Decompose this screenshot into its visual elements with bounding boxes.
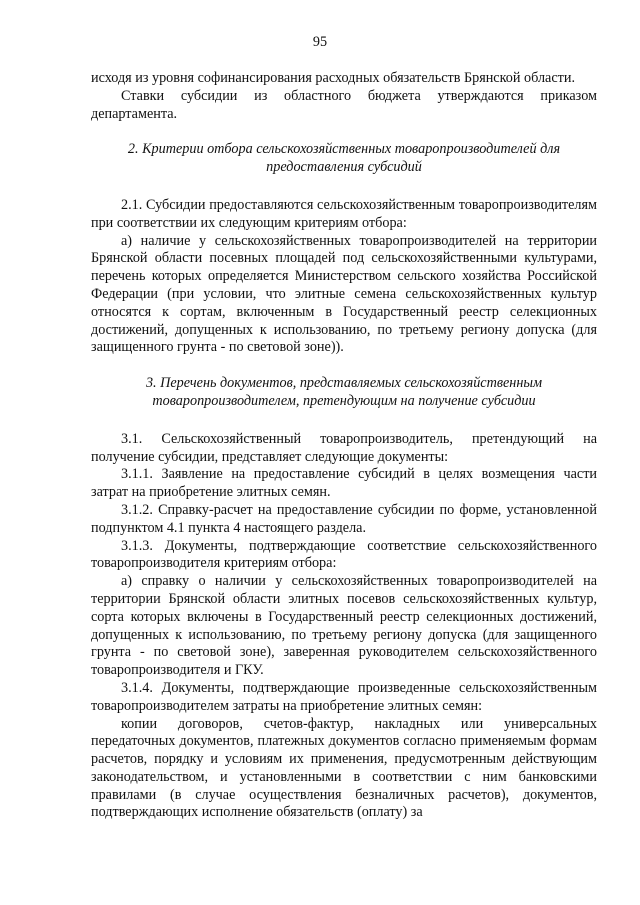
clause-3-1: 3.1. Сельскохозяйственный товаропроизводитель, претендующий на получение субсидии, представляет следующие документы: — [91, 430, 597, 465]
paragraph-subsidy-rates: Ставки субсидии из областного бюджета утверждаются приказом департамента. — [91, 87, 597, 122]
clause-3-1-3: 3.1.3. Документы, подтверждающие соответствие сельскохозяйственного товаропроизводителя критериям отбора: — [91, 537, 597, 572]
clause-3-1-3-a: а) справку о наличии у сельскохозяйственных товаропроизводителей на территории Брянской области элитных посевов сельскохозяйственных культур, сорта которых включены в Государственный реестр селекционных достижений, допущенных к использованию, по третьему региону допуска (для защищенного грунта - по световой зоне), заверенная руководителем сельскохозяйственного товаропроизводителя и ГКУ. — [91, 573, 597, 679]
clause-3-1-2: 3.1.2. Справку-расчет на предоставление субсидии по форме, установленной подпунктом 4.1 пункта 4 настоящего раздела. — [91, 501, 597, 536]
clause-2-1: 2.1. Субсидии предоставляются сельскохозяйственным товаропроизводителям при соответствии их следующим критериям отбора: — [91, 196, 597, 231]
paragraph-continuation: исходя из уровня софинансирования расходных обязательств Брянской области. — [91, 70, 575, 86]
page-number: 95 — [312, 34, 328, 50]
clause-3-1-4: 3.1.4. Документы, подтверждающие произведенные сельскохозяйственным товаропроизводителем затраты на приобретение элитных семян: — [91, 679, 597, 714]
section-3-heading: 3. Перечень документов, представляемых сельскохозяйственным товаропроизводителем, претендующим на получение субсидии — [145, 375, 543, 409]
section-2-heading: 2. Критерии отбора сельскохозяйственных товаропроизводителей для предоставления субсидий — [127, 141, 561, 176]
document-body — [91, 70, 597, 822]
clause-3-1-1: 3.1.1. Заявление на предоставление субсидий в целях возмещения части затрат на приобретение элитных семян. — [91, 466, 597, 501]
clause-2-1-a: а) наличие у сельскохозяйственных товаропроизводителей на территории Брянской области посевных площадей под сельскохозяйственными культурами, перечень которых определяется Министерством сельского хозяйства Российской Федерации (при условии, что элитные семена сельскохозяйственных культур относятся к сортам, включенным в Государственный реестр селекционных достижений, допущенных к использованию, по третьему региону допуска (для защищенного грунта - по световой зоне)). — [91, 232, 597, 356]
clause-3-1-4-a: копии договоров, счетов-фактур, накладных или универсальных передаточных документов, платежных документов согласно применяемым формам расчетов, порядку и условиям их применения, предусмотренным действующим законодательством, и установленными в соответствии с ним банковскими правилами (в случае осуществления безналичных расчетов), документов, подтверждающих исполнение обязательств (оплату) за — [91, 715, 597, 821]
